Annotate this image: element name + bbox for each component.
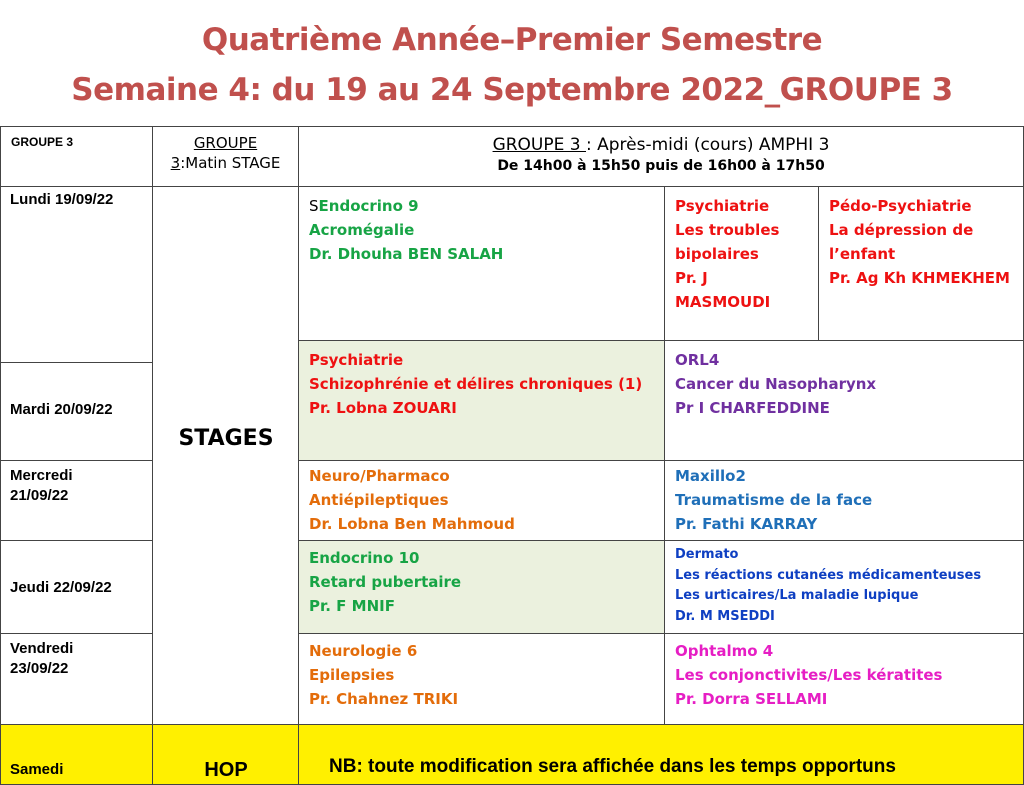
page-subtitle: Semaine 4: du 19 au 24 Septembre 2022_GROUPE 3 — [71, 72, 953, 108]
course-mercredi-neuro: Neuro/Pharmaco Antiépileptiques Dr. Lobna Ben Mahmoud — [299, 461, 665, 541]
page-title: Quatrième Année–Premier Semestre — [201, 22, 823, 58]
course-lundi-pedopsychiatrie: Pédo-Psychiatrie La dépression de l’enfant Pr. Ag Kh KHMEKHEM — [819, 187, 1024, 341]
course-mercredi-maxillo: Maxillo2 Traumatisme de la face Pr. Fathi KARRAY — [665, 461, 1024, 541]
course-jeudi-dermato: Dermato Les réactions cutanées médicamenteuses Les urticaires/La maladie lupique Dr. M MSEDDI — [665, 541, 1024, 634]
day-samedi: Samedi — [0, 725, 153, 785]
day-jeudi: Jeudi 22/09/22 — [0, 541, 153, 634]
header-groupe-cell — [0, 126, 153, 187]
hop-label: HOP — [204, 759, 248, 781]
header-groupe-label: GROUPE 3 — [11, 135, 74, 149]
header-morning-cell — [153, 126, 299, 187]
header-afternoon-cell — [299, 126, 1024, 187]
day-mercredi: Mercredi 21/09/22 — [0, 461, 153, 541]
header-afternoon-title: GROUPE 3 : Après-midi (cours) AMPHI 3 — [492, 135, 830, 155]
samedi-note: NB: toute modification sera affichée dans les temps opportuns — [329, 756, 896, 777]
course-vendredi-neurologie: Neurologie 6 Epilepsies Pr. Chahnez TRIKI — [299, 634, 665, 725]
day-vendredi: Vendredi 23/09/22 — [0, 634, 153, 725]
samedi-note-cell — [299, 725, 1024, 785]
header-afternoon-times: De 14h00 à 15h50 puis de 16h00 à 17h50 — [497, 158, 825, 174]
stages-cell — [153, 187, 299, 725]
course-vendredi-ophtalmo: Ophtalmo 4 Les conjonctivites/Les kératites Pr. Dorra SELLAMI — [665, 634, 1024, 725]
course-lundi-psychiatrie: Psychiatrie Les troubles bipolaires Pr. J MASMOUDI — [665, 187, 819, 341]
hop-cell — [153, 725, 299, 785]
header-morning-line1: GROUPE — [193, 134, 258, 152]
course-mardi-orl: ORL4 Cancer du Nasopharynx Pr I CHARFEDDINE — [665, 341, 1024, 461]
stages-label: STAGES — [178, 426, 274, 451]
day-lundi: Lundi 19/09/22 — [0, 187, 153, 363]
course-jeudi-endocrino: Endocrino 10 Retard pubertaire Pr. F MNIF — [299, 541, 665, 634]
header-morning-line2: 3:Matin STAGE — [170, 154, 281, 172]
course-mardi-psychiatrie: Psychiatrie Schizophrénie et délires chroniques (1) Pr. Lobna ZOUARI — [299, 341, 665, 461]
course-lundi-endocrino: SEndocrino 9 Acromégalie Dr. Dhouha BEN SALAH — [299, 187, 665, 341]
day-mardi: Mardi 20/09/22 — [0, 363, 153, 461]
